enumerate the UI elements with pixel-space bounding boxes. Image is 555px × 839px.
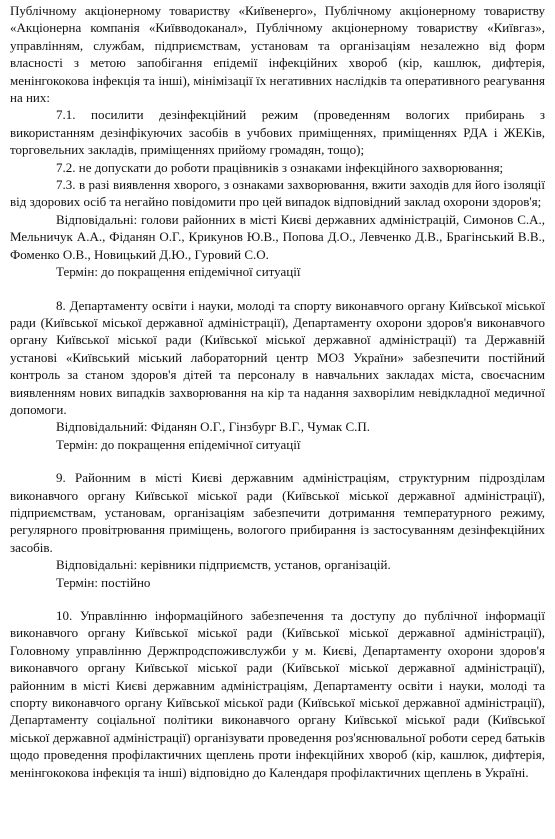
paragraph-item-7-3: 7.3. в разі виявлення хворого, з ознаками захворювання, вжити заходів для його ізоляції від здорових осіб та негайно повідомити про цей випадок відповідний заклад охорони здоров'я; bbox=[10, 177, 545, 210]
paragraph-item-9: 9. Районним в місті Києві державним адміністраціям, структурним підрозділам виконавчого органу Київської міської ради (Київської міської державної адміністрації), підприємствам, установам, організаціям забезпечити дотримання температурного режиму, регулярного провітрювання приміщень, вологого прибирання із застосуванням дезінфекційних засобів. bbox=[10, 470, 545, 555]
paragraph-responsible-9: Відповідальні: керівники підприємств, установ, організацій. bbox=[56, 557, 391, 573]
paragraph-item-8: 8. Департаменту освіти і науки, молоді та спорту виконавчого органу Київської міської ради (Київської міської державної адміністрації), Департаменту охорони здоров'я виконавчого органу Київської міської ради (Київської міської державної адміністрації) та Державній установі «Київський міський лабораторний центр МОЗ України» забезпечити постійний контроль за станом здоров'я дітей та персоналу в навчальних закладах міста, своєчасним виявленням нових випадків захворювання на кір та надання захворілим невідкладної медичної допомоги. bbox=[10, 297, 545, 417]
paragraph-addressees: Публічному акціонерному товариству «Київенерго», Публічному акціонерному товариству «Акціонерна компанія «Київводоканал», Публічному акціонерному товариству «Київгаз», управлінням, службам, підприємствам, установам та організаціям незалежно від форм власності з метою запобігання епідемії інфекційних хвороб (кір, кашлюк, дифтерія, менінгококова інфекція та інші), мінімізації їх негативних наслідків та оперативного реагування на них: bbox=[10, 3, 545, 106]
paragraph-gap bbox=[10, 453, 545, 469]
paragraph-term-8: Термін: до покращення епідемічної ситуації bbox=[56, 436, 301, 452]
paragraph-gap bbox=[10, 591, 545, 607]
paragraph-item-10: 10. Управлінню інформаційного забезпечення та доступу до публічної інформації виконавчого органу Київської міської ради (Київської міської державної адміністрації), Головному управлінню Держпродспоживслужби у м. Києві, Департаменту охорони здоров'я виконавчого органу Київської міської ради (Київської міської державної адміністрації), районним в місті Києві державним адміністраціям, Департаменту освіти і науки, молоді та спорту виконавчого органу Київської міської ради (Київської міської державної адміністрації), Департаменту соціальної політики виконавчого органу Київської міської ради (Київської міської державної адміністрації) організувати проведення роз'яснювальної роботи серед батьків щодо проведення профілактичних щеплень проти інфекційних хвороб (кір, кашлюк, дифтерія, менінгококова інфекція та інші) відповідно до Календаря профілактичних щеплень в Україні. bbox=[10, 608, 545, 780]
paragraph-responsible-8: Відповідальний: Фіданян О.Г., Гінзбург В.Г., Чумак С.П. bbox=[56, 419, 371, 435]
paragraph-gap bbox=[10, 281, 545, 297]
paragraph-responsible-7: Відповідальні: голови районних в місті Києві державних адміністрацій, Симонов С.А., Мельничук А.А., Фіданян О.Г., Крикунов Ю.В., Попова Д.О., Левченко Д.В., Брагінський В.В., Фоменко О.В., Новицький Д.Ю., Гуровий С.О. bbox=[10, 211, 545, 262]
paragraph-item-7-2: 7.2. не допускати до роботи працівників з ознаками інфекційного захворювання; bbox=[56, 159, 504, 175]
paragraph-term-9: Термін: постійно bbox=[56, 574, 151, 590]
paragraph-item-7-1: 7.1. посилити дезінфекційний режим (проведенням вологих прибирань з використанням дезінфікуючих засобів в учбових приміщеннях, приміщеннях РДА і ЖЕКів, торговельних закладів, приміщеннях прийому громадян, тощо); bbox=[10, 107, 545, 158]
paragraph-term-7: Термін: до покращення епідемічної ситуації bbox=[56, 264, 301, 280]
